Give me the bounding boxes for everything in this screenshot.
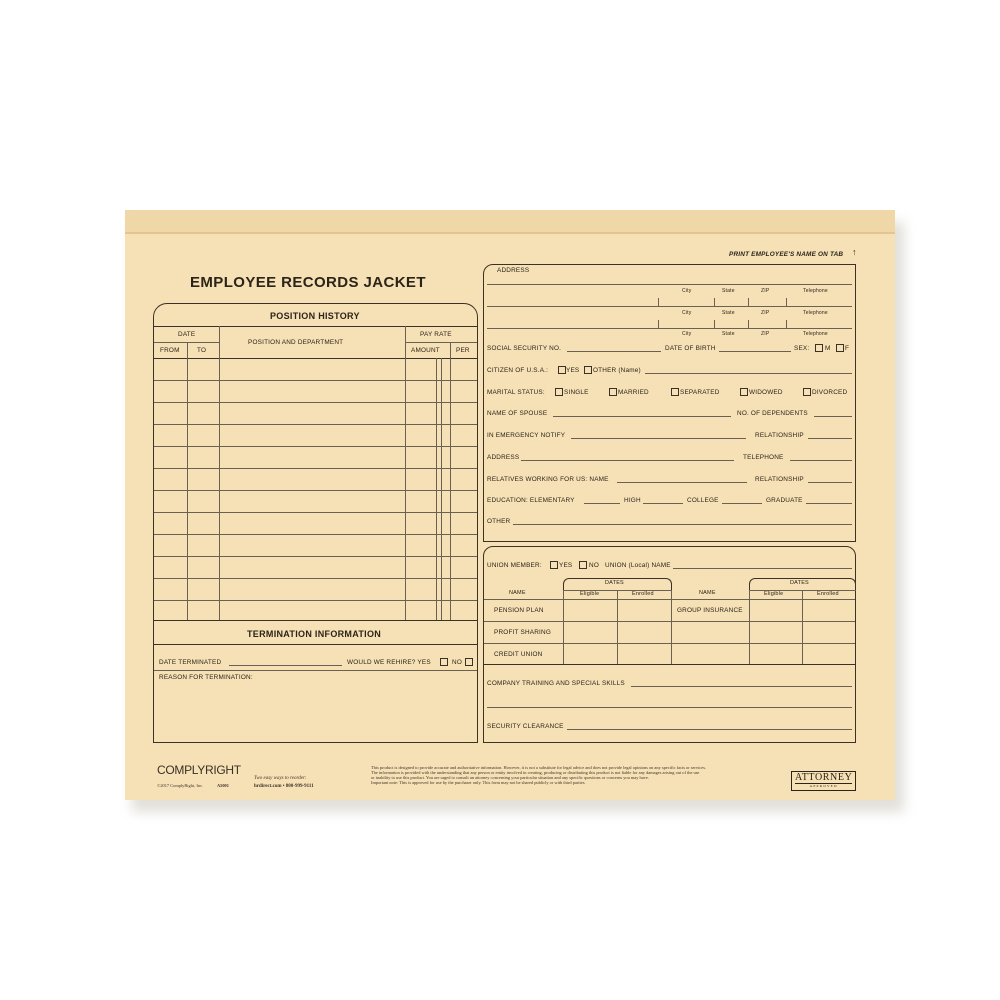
date-terminated-label: DATE TERMINATED bbox=[159, 659, 222, 666]
city-label-1: City bbox=[682, 288, 692, 294]
enrolled-label-2: Enrolled bbox=[817, 591, 839, 597]
training-label: COMPANY TRAINING AND SPECIAL SKILLS bbox=[487, 680, 625, 687]
security-label: SECURITY CLEARANCE bbox=[487, 723, 564, 730]
pension-label: PENSION PLAN bbox=[494, 607, 544, 614]
union-yes-label: YES bbox=[559, 562, 573, 569]
sex-label: SEX: bbox=[794, 345, 810, 352]
telephone-label-big: TELEPHONE bbox=[743, 454, 784, 461]
married-checkbox[interactable] bbox=[609, 388, 617, 396]
disclaimer-line-4: Important note: This is approved for use by the purchaser only. This form may not be shared publicly or with third parties. bbox=[371, 780, 586, 785]
divorced-checkbox[interactable] bbox=[803, 388, 811, 396]
high-label: HIGH bbox=[624, 497, 641, 504]
sex-f-checkbox[interactable] bbox=[836, 344, 844, 352]
spouse-label: NAME OF SPOUSE bbox=[487, 410, 548, 417]
address-label: ADDRESS bbox=[497, 267, 530, 274]
telephone-label-1: Telephone bbox=[803, 288, 828, 294]
emergency-label: IN EMERGENCY NOTIFY bbox=[487, 432, 566, 439]
single-label: SINGLE bbox=[564, 389, 589, 396]
eligible-label-1: Eligible bbox=[580, 591, 600, 597]
dates-label-2: DATES bbox=[790, 580, 809, 586]
relatives-label: RELATIVES WORKING FOR US: NAME bbox=[487, 476, 609, 483]
widowed-checkbox[interactable] bbox=[740, 388, 748, 396]
date-header: DATE bbox=[178, 331, 196, 338]
telephone-label-3: Telephone bbox=[803, 331, 828, 337]
disclaimer-line-3: or inability to use this product. You are urged to consult an attorney concerning your particular situation and any specific questions or concerns you may have. bbox=[371, 775, 649, 780]
city-label-3: City bbox=[682, 331, 692, 337]
tab-note: PRINT EMPLOYEE'S NAME ON TAB bbox=[729, 251, 844, 258]
union-local-label: UNION (Local) NAME bbox=[605, 562, 671, 569]
termination-heading: TERMINATION INFORMATION bbox=[247, 629, 382, 639]
state-label-1: State bbox=[722, 288, 735, 294]
union-no-checkbox[interactable] bbox=[579, 561, 587, 569]
sex-m-label: M bbox=[825, 345, 831, 352]
from-header: FROM bbox=[160, 347, 180, 354]
approved-text: APPROVED bbox=[795, 783, 852, 789]
rehire-label: WOULD WE REHIRE? YES bbox=[347, 659, 431, 666]
education-label: EDUCATION: ELEMENTARY bbox=[487, 497, 575, 504]
separated-label: SEPARATED bbox=[680, 389, 720, 396]
disclaimer-line-2: The information is provided with the understanding that any person or entity involved in creating, producing or distributing this product is not liable for any damages arising out of the use bbox=[371, 770, 700, 775]
citizen-label: CITIZEN OF U.S.A.: bbox=[487, 367, 549, 374]
reorder-note: Two easy ways to reorder: bbox=[254, 776, 307, 781]
folder-tab-strip bbox=[125, 210, 895, 232]
group-insurance-label: GROUP INSURANCE bbox=[677, 607, 743, 614]
product-code: A5001 bbox=[217, 783, 229, 788]
citizen-yes-label: YES bbox=[566, 367, 580, 374]
citizen-other-label: OTHER (Name) bbox=[593, 367, 641, 374]
divorced-label: DIVORCED bbox=[812, 389, 848, 396]
zip-label-1: ZIP bbox=[761, 288, 770, 294]
benefits-box bbox=[483, 546, 856, 743]
attorney-approved-seal bbox=[791, 771, 856, 791]
union-no-label: NO bbox=[589, 562, 599, 569]
page-title: EMPLOYEE RECORDS JACKET bbox=[190, 274, 426, 291]
reason-label: REASON FOR TERMINATION: bbox=[159, 674, 253, 681]
zip-label-3: ZIP bbox=[761, 331, 770, 337]
address-label-2: ADDRESS bbox=[487, 454, 520, 461]
rehire-no-checkbox[interactable] bbox=[465, 658, 473, 666]
citizen-yes-checkbox[interactable] bbox=[558, 366, 566, 374]
widowed-label: WIDOWED bbox=[749, 389, 783, 396]
per-header: PER bbox=[456, 347, 470, 354]
other-label: OTHER bbox=[487, 518, 511, 525]
married-label: MARRIED bbox=[618, 389, 649, 396]
name-label-1: NAME bbox=[509, 590, 526, 596]
credit-union-label: CREDIT UNION bbox=[494, 651, 543, 658]
enrolled-label-1: Enrolled bbox=[632, 591, 654, 597]
separated-checkbox[interactable] bbox=[671, 388, 679, 396]
position-history-heading: POSITION HISTORY bbox=[270, 311, 360, 321]
marital-label: MARITAL STATUS: bbox=[487, 389, 545, 396]
dates-label-1: DATES bbox=[605, 580, 624, 586]
ssn-label: SOCIAL SECURITY NO. bbox=[487, 345, 562, 352]
zip-label-2: ZIP bbox=[761, 310, 770, 316]
amount-header: AMOUNT bbox=[411, 347, 440, 354]
pay-rate-header: PAY RATE bbox=[420, 331, 452, 338]
reorder-contact[interactable]: hrdirect.com • 800-999-9111 bbox=[254, 784, 314, 789]
dob-label: DATE OF BIRTH bbox=[665, 345, 716, 352]
sex-m-checkbox[interactable] bbox=[815, 344, 823, 352]
name-label-2: NAME bbox=[699, 590, 716, 596]
eligible-label-2: Eligible bbox=[764, 591, 784, 597]
complyright-logo bbox=[157, 763, 241, 777]
copyright-text: ©2017 ComplyRight, Inc. bbox=[157, 783, 204, 788]
state-label-2: State bbox=[722, 310, 735, 316]
union-yes-checkbox[interactable] bbox=[550, 561, 558, 569]
complyright-brand: COMPLYRIGHT bbox=[157, 763, 241, 777]
relationship-label-2: RELATIONSHIP bbox=[755, 476, 804, 483]
folder-fold-line bbox=[125, 232, 895, 234]
telephone-label-2: Telephone bbox=[803, 310, 828, 316]
rehire-no-label: NO bbox=[452, 659, 462, 666]
dependents-label: NO. OF DEPENDENTS bbox=[737, 410, 808, 417]
attorney-text: ATTORNEY bbox=[795, 772, 853, 783]
citizen-other-checkbox[interactable] bbox=[584, 366, 592, 374]
disclaimer-line-1: This product is designed to provide accurate and authoritative information. However, it is not a substitute for legal advice and does not provide legal opinions on any specific facts or services. bbox=[371, 765, 707, 770]
to-header: TO bbox=[197, 347, 207, 354]
disclaimer bbox=[371, 765, 781, 785]
sex-f-label: F bbox=[845, 345, 850, 352]
city-label-2: City bbox=[682, 310, 692, 316]
relationship-label-1: RELATIONSHIP bbox=[755, 432, 804, 439]
union-label: UNION MEMBER: bbox=[487, 562, 542, 569]
rehire-yes-checkbox[interactable] bbox=[440, 658, 448, 666]
single-checkbox[interactable] bbox=[555, 388, 563, 396]
college-label: COLLEGE bbox=[687, 497, 719, 504]
profit-label: PROFIT SHARING bbox=[494, 629, 552, 636]
state-label-3: State bbox=[722, 331, 735, 337]
arrow-up-icon: ↑ bbox=[852, 247, 857, 257]
graduate-label: GRADUATE bbox=[766, 497, 803, 504]
position-dept-header: POSITION AND DEPARTMENT bbox=[248, 339, 344, 346]
